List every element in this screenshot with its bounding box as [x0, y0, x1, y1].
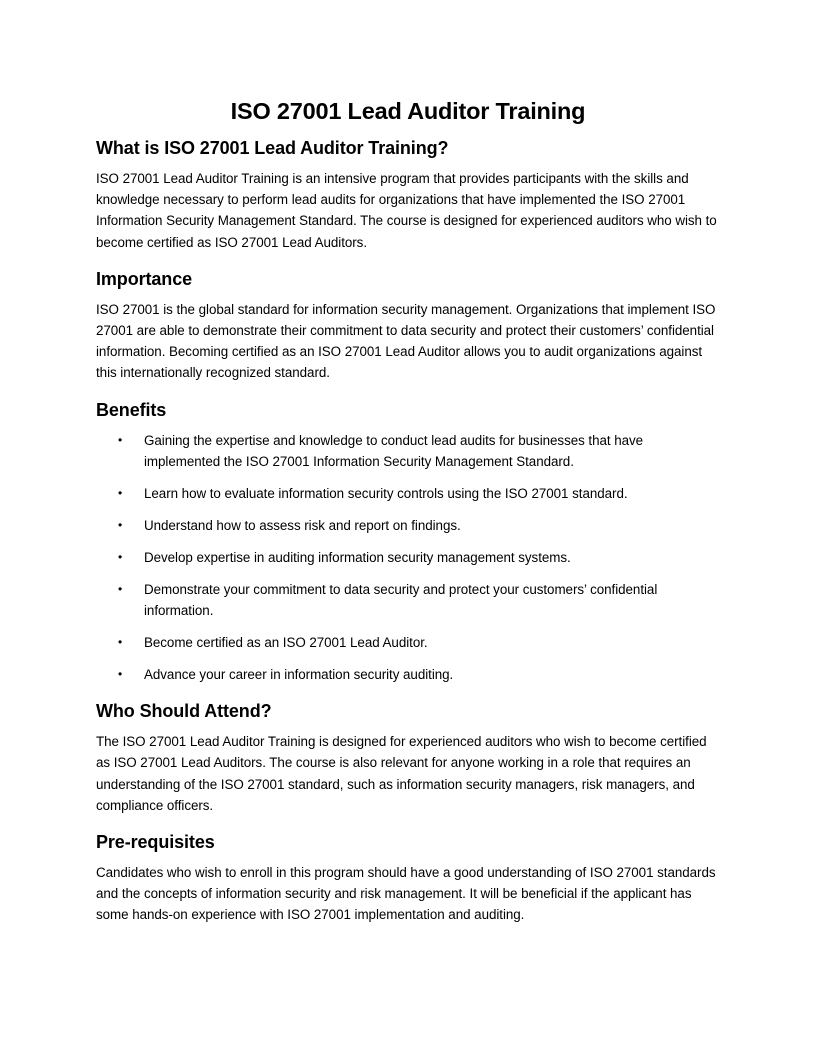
section-body-prerequisites: Candidates who wish to enroll in this program should have a good understanding of ISO 27001 standards and the concepts of information security and risk management. It will be beneficial if the applicant has some hands-on experience with ISO 27001 implementation and auditing. — [96, 865, 716, 923]
section-heading-what: What is ISO 27001 Lead Auditor Training? — [96, 138, 449, 158]
list-item-text: Learn how to evaluate information security controls using the ISO 27001 standard. — [144, 485, 628, 501]
list-item-text: Become certified as an ISO 27001 Lead Auditor. — [144, 635, 428, 651]
list-item — [96, 515, 720, 536]
bullet-icon: • — [118, 485, 123, 500]
list-item — [96, 547, 720, 568]
bullet-icon: • — [118, 667, 123, 682]
bullet-icon: • — [118, 581, 123, 596]
section-body-importance: ISO 27001 is the global standard for information security management. Organizations that implement ISO 27001 are able to demonstrate their commitment to data security and protect their customers’ confidential information. Becoming certified as an ISO 27001 Lead Auditor allows you to audit organizations against this internationally recognized standard. — [96, 301, 716, 381]
list-item-text: Gaining the expertise and knowledge to conduct lead audits for businesses that have implemented the ISO 27001 Information Security Management Standard. — [144, 432, 644, 469]
list-item — [96, 664, 720, 685]
document-page — [96, 96, 720, 926]
bullet-icon: • — [118, 635, 123, 650]
section-heading-importance: Importance — [96, 268, 193, 289]
bullet-icon: • — [118, 549, 123, 564]
list-item-text: Demonstrate your commitment to data security and protect your customers’ confidential information. — [144, 581, 658, 619]
list-item — [96, 632, 720, 653]
benefits-list — [96, 430, 720, 686]
section-body-who-should-attend: The ISO 27001 Lead Auditor Training is designed for experienced auditors who wish to become certified as ISO 27001 Lead Auditors. The course is also relevant for anyone working in a role that requires an understanding of the ISO 27001 standard, such as information security managers, risk managers, and compliance officers. — [96, 734, 707, 813]
list-item — [96, 579, 720, 621]
list-item — [96, 483, 720, 504]
section-body-what: ISO 27001 Lead Auditor Training is an intensive program that provides participants with the skills and knowledge necessary to perform lead audits for organizations that have implemented the ISO 27001 Information Security Management Standard. The course is designed for experienced auditors who wish to become certified as ISO 27001 Lead Auditors. — [96, 171, 717, 250]
section-heading-prerequisites: Pre-requisites — [96, 832, 215, 853]
list-item-text: Develop expertise in auditing information security management systems. — [144, 549, 571, 565]
document-title: ISO 27001 Lead Auditor Training — [230, 98, 586, 124]
section-heading-who-should-attend: Who Should Attend? — [96, 701, 272, 722]
list-item-text: Understand how to assess risk and report on findings. — [144, 517, 461, 533]
section-heading-benefits: Benefits — [96, 399, 167, 420]
bullet-icon: • — [118, 432, 123, 447]
list-item — [96, 430, 720, 472]
list-item-text: Advance your career in information security auditing. — [144, 667, 454, 683]
bullet-icon: • — [118, 517, 123, 532]
